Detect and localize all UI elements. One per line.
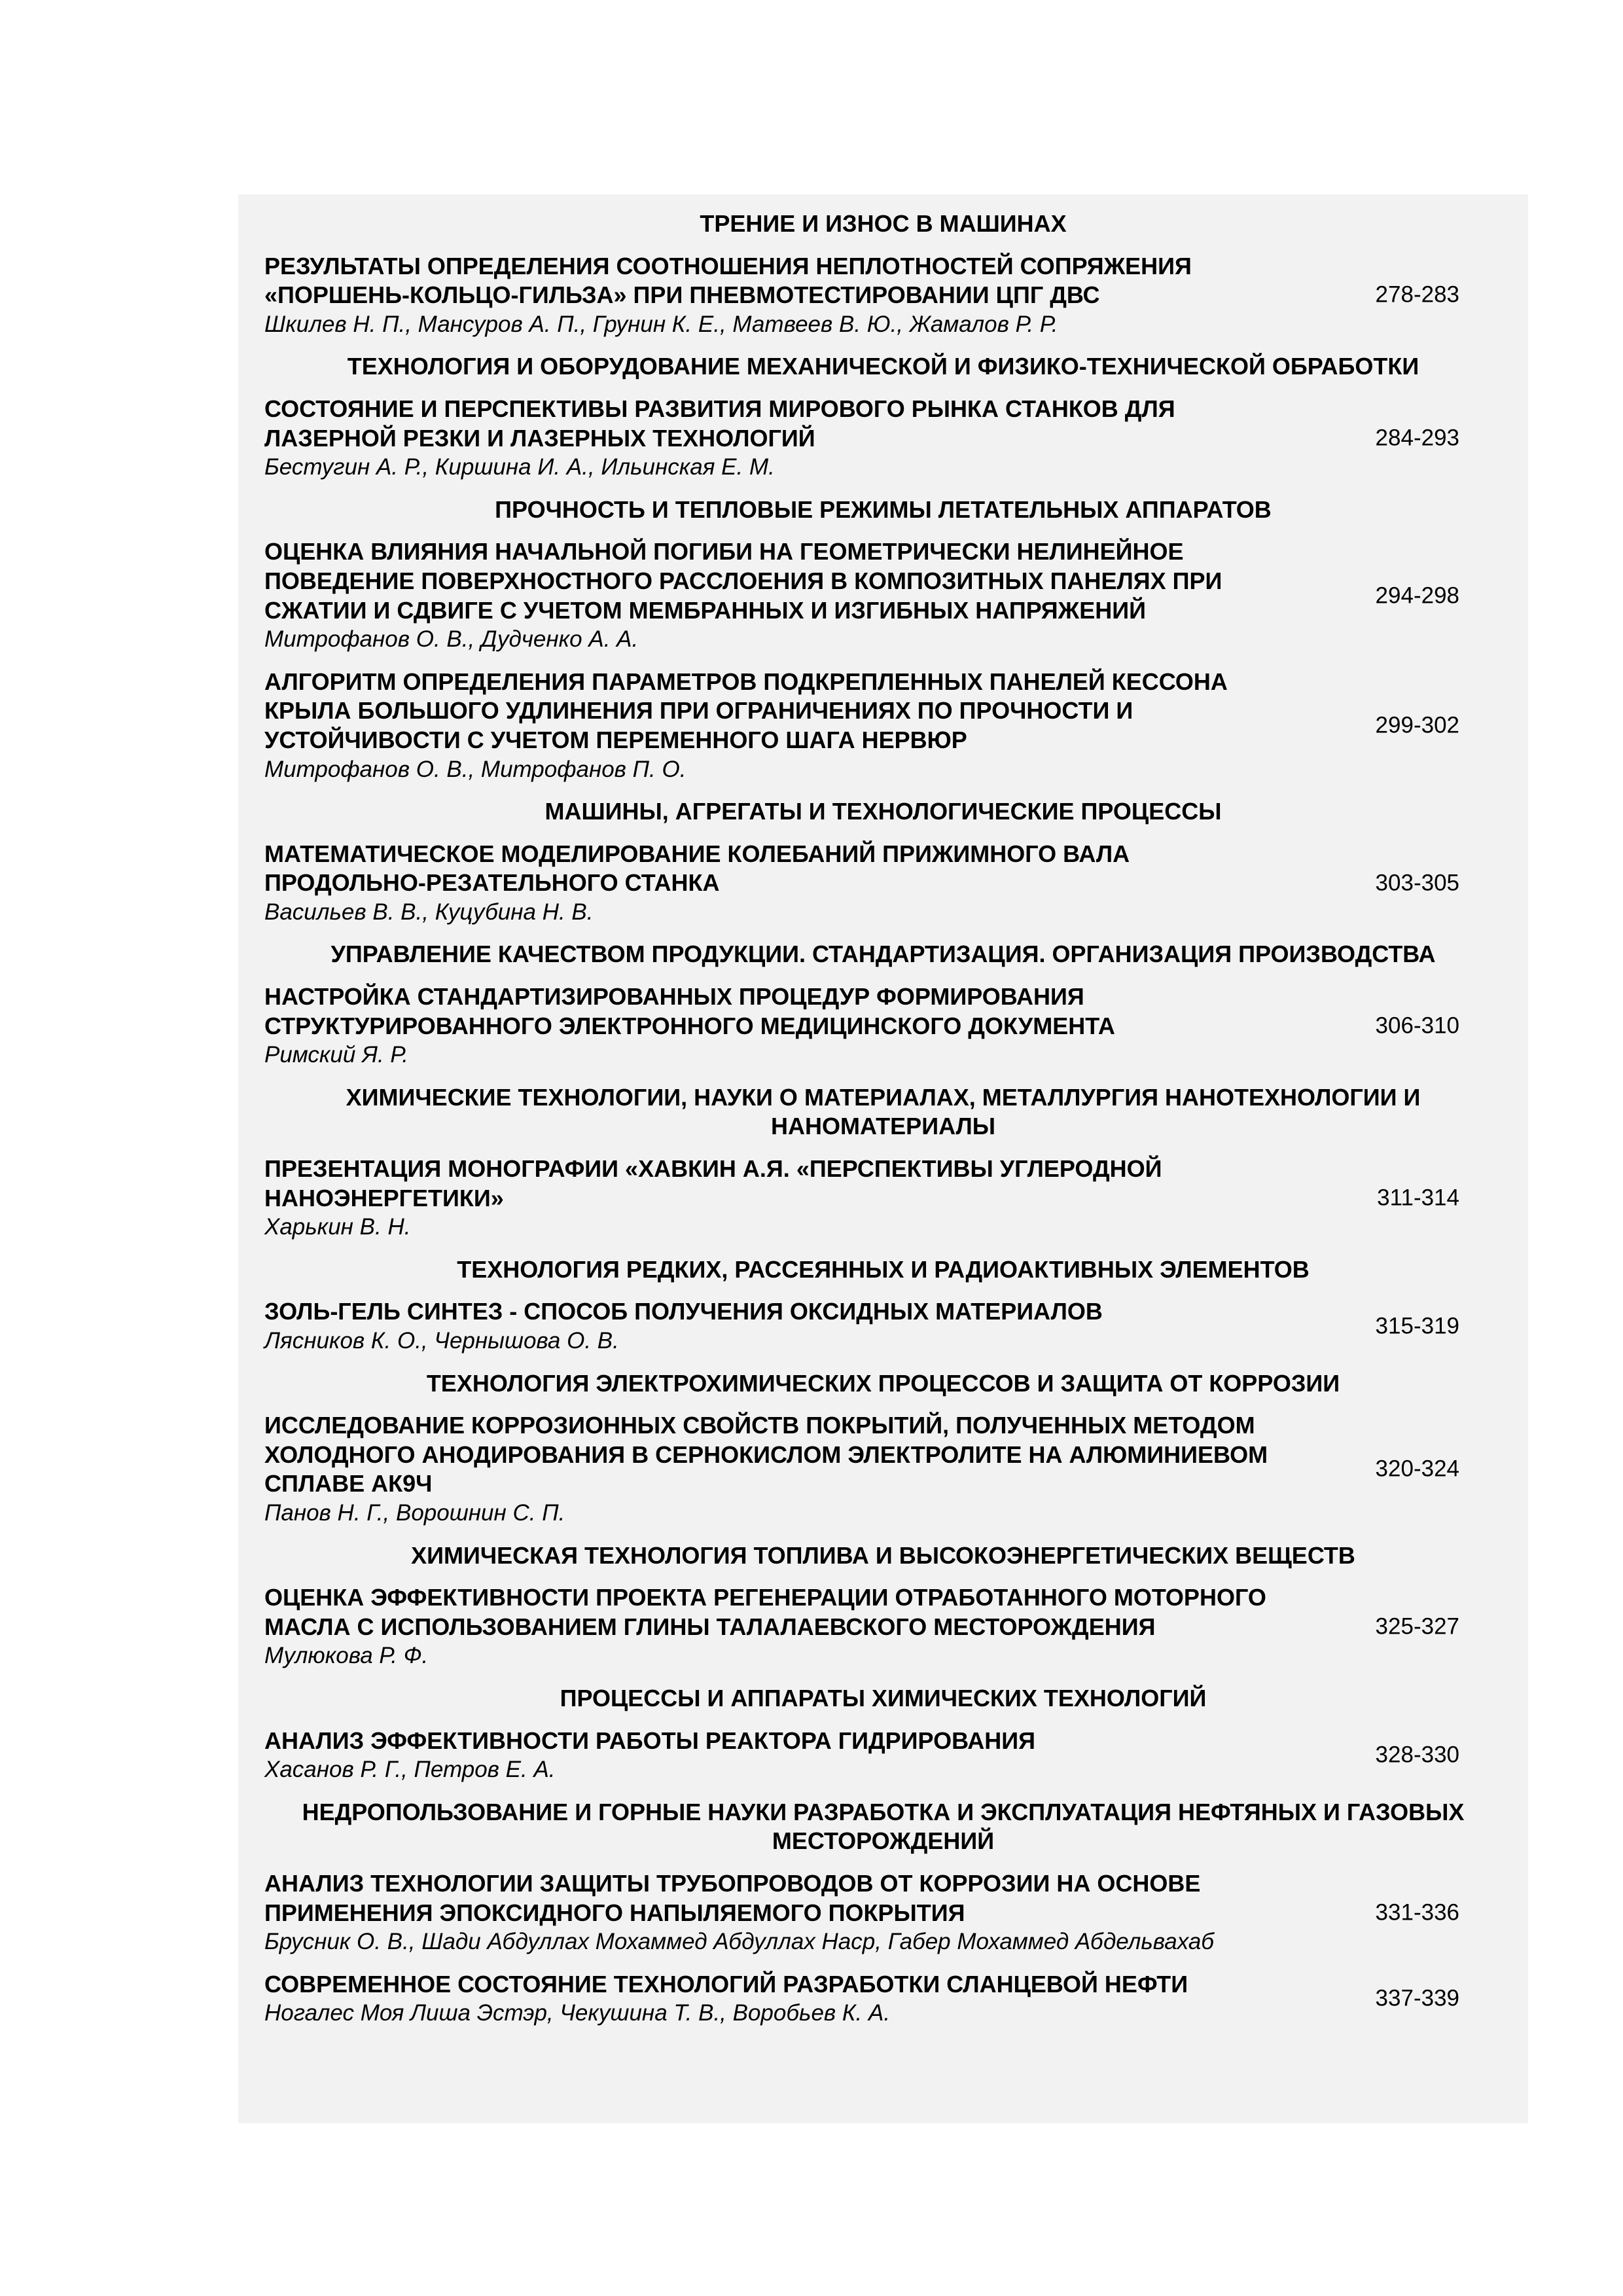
entry-authors: Васильев В. В., Куцубина Н. В. — [264, 899, 594, 925]
section-heading-line: МЕСТОРОЖДЕНИЙ — [772, 1827, 995, 1855]
toc-section — [238, 495, 1528, 784]
section-heading-line: ПРОЦЕССЫ И АППАРАТЫ ХИМИЧЕСКИХ ТЕХНОЛОГИЙ — [560, 1684, 1207, 1712]
section-heading-line: ХИМИЧЕСКАЯ ТЕХНОЛОГИЯ ТОПЛИВА И ВЫСОКОЭНЕРГЕТИЧЕСКИХ ВЕЩЕСТВ — [411, 1541, 1355, 1569]
section-heading — [238, 940, 1528, 969]
entry-title-line: МАСЛА С ИСПОЛЬЗОВАНИЕМ ГЛИНЫ ТАЛАЛАЕВСКОГО МЕСТОРОЖДЕНИЯ — [264, 1613, 1156, 1640]
entry-title-line: ПРИМЕНЕНИЯ ЭПОКСИДНОГО НАПЫЛЯЕМОГО ПОКРЫТИЯ — [264, 1899, 965, 1926]
section-heading — [238, 209, 1528, 239]
entry-pages: 299-302 — [1375, 712, 1459, 738]
toc-entry — [238, 395, 1528, 482]
toc-entry — [238, 840, 1528, 927]
entry-pages: 315-319 — [1375, 1313, 1459, 1339]
toc-entry — [238, 1155, 1528, 1242]
section-heading-line: НАНОМАТЕРИАЛЫ — [770, 1113, 996, 1140]
entry-title-line: ПРОДОЛЬНО-РЕЗАТЕЛЬНОГО СТАНКА — [264, 869, 720, 897]
entry-title-line: ХОЛОДНОГО АНОДИРОВАНИЯ В СЕРНОКИСЛОМ ЭЛЕКТРОЛИТЕ НА АЛЮМИНИЕВОМ — [264, 1441, 1268, 1468]
toc-section — [238, 209, 1528, 339]
toc-entry — [238, 1869, 1528, 1957]
table-of-contents-panel — [238, 194, 1528, 2123]
entry-pages: 331-336 — [1375, 1899, 1459, 1926]
entry-authors: Харькин В. Н. — [264, 1214, 411, 1240]
section-heading-line: УПРАВЛЕНИЕ КАЧЕСТВОМ ПРОДУКЦИИ. СТАНДАРТИЗАЦИЯ. ОРГАНИЗАЦИЯ ПРОИЗВОДСТВА — [330, 941, 1436, 968]
entry-pages: 311-314 — [1377, 1185, 1459, 1211]
section-heading-line: ТЕХНОЛОГИЯ И ОБОРУДОВАНИЕ МЕХАНИЧЕСКОЙ И ФИЗИКО-ТЕХНИЧЕСКОЙ ОБРАБОТКИ — [347, 353, 1419, 380]
entry-title — [264, 1411, 1351, 1499]
entry-pages: 320-324 — [1375, 1456, 1459, 1482]
section-heading-line: ТЕХНОЛОГИЯ РЕДКИХ, РАССЕЯННЫХ И РАДИОАКТИВНЫХ ЭЛЕМЕНТОВ — [457, 1255, 1310, 1283]
toc-section — [238, 1684, 1528, 1785]
entry-title-line: УСТОЙЧИВОСТИ С УЧЕТОМ ПЕРЕМЕННОГО ШАГА НЕРВЮР — [264, 726, 967, 753]
toc-section — [238, 1369, 1528, 1528]
entry-title — [264, 1155, 1351, 1213]
section-heading — [238, 495, 1528, 525]
toc-entry — [238, 1583, 1528, 1671]
section-heading-line: ХИМИЧЕСКИЕ ТЕХНОЛОГИИ, НАУКИ О МАТЕРИАЛАХ, МЕТАЛЛУРГИЯ НАНОТЕХНОЛОГИИ И — [346, 1083, 1421, 1111]
entry-title-line: СТРУКТУРИРОВАННОГО ЭЛЕКТРОННОГО МЕДИЦИНСКОГО ДОКУМЕНТА — [264, 1012, 1115, 1039]
entry-pages: 284-293 — [1375, 425, 1459, 451]
entry-title-line: СОСТОЯНИЕ И ПЕРСПЕКТИВЫ РАЗВИТИЯ МИРОВОГО РЫНКА СТАНКОВ ДЛЯ — [264, 395, 1175, 422]
entry-pages: 294-298 — [1375, 583, 1459, 609]
toc-entry — [238, 668, 1528, 784]
entry-authors: Хасанов Р. Г., Петров Е. А. — [264, 1757, 556, 1783]
toc-entry — [238, 1970, 1528, 2028]
entry-pages: 328-330 — [1375, 1742, 1459, 1768]
section-heading-line: МАШИНЫ, АГРЕГАТЫ И ТЕХНОЛОГИЧЕСКИЕ ПРОЦЕССЫ — [544, 798, 1222, 825]
entry-title-line: СЖАТИИ И СДВИГЕ С УЧЕТОМ МЕМБРАННЫХ И ИЗГИБНЫХ НАПРЯЖЕНИЙ — [264, 596, 1146, 624]
entry-title — [264, 395, 1351, 453]
entry-authors: Римский Я. Р. — [264, 1042, 409, 1068]
entry-title — [264, 252, 1351, 310]
entry-pages: 278-283 — [1375, 282, 1459, 308]
toc-entry — [238, 1411, 1528, 1528]
entry-title-line: НАСТРОЙКА СТАНДАРТИЗИРОВАННЫХ ПРОЦЕДУР ФОРМИРОВАНИЯ — [264, 983, 1084, 1011]
entry-title-line: АНАЛИЗ ЭФФЕКТИВНОСТИ РАБОТЫ РЕАКТОРА ГИДРИРОВАНИЯ — [264, 1727, 1036, 1754]
entry-authors: Митрофанов О. В., Дудченко А. А. — [264, 626, 639, 653]
toc-entry — [238, 1727, 1528, 1785]
entry-authors: Мулюкова Р. Ф. — [264, 1643, 429, 1669]
section-heading — [238, 1255, 1528, 1285]
entry-title-line: ПРЕЗЕНТАЦИЯ МОНОГРАФИИ «ХАВКИН А.Я. «ПЕРСПЕКТИВЫ УГЛЕРОДНОЙ — [264, 1155, 1162, 1183]
entry-title-line: КРЫЛА БОЛЬШОГО УДЛИНЕНИЯ ПРИ ОГРАНИЧЕНИЯХ ПО ПРОЧНОСТИ И — [264, 697, 1133, 725]
entry-pages: 337-339 — [1375, 1985, 1459, 2011]
section-heading-line: ТРЕНИЕ И ИЗНОС В МАШИНАХ — [700, 210, 1067, 237]
entry-title — [264, 1869, 1351, 1928]
section-heading — [238, 1369, 1528, 1399]
entry-title-line: СОВРЕМЕННОЕ СОСТОЯНИЕ ТЕХНОЛОГИЙ РАЗРАБОТКИ СЛАНЦЕВОЙ НЕФТИ — [264, 1970, 1188, 1998]
entry-title-line: АНАЛИЗ ТЕХНОЛОГИИ ЗАЩИТЫ ТРУБОПРОВОДОВ ОТ КОРРОЗИИ НА ОСНОВЕ — [264, 1869, 1201, 1897]
entry-title — [264, 668, 1351, 755]
entry-title-line: ЗОЛЬ-ГЕЛЬ СИНТЕЗ - СПОСОБ ПОЛУЧЕНИЯ ОКСИДНЫХ МАТЕРИАЛОВ — [264, 1298, 1103, 1325]
entry-title — [264, 982, 1351, 1041]
toc-section — [238, 797, 1528, 927]
entry-title — [264, 537, 1351, 625]
entry-authors: Ногалес Моя Лиша Эстэр, Чекушина Т. В., Воробьев К. А. — [264, 2000, 891, 2026]
entry-pages: 306-310 — [1375, 1013, 1459, 1039]
entry-title-line: ПОВЕДЕНИЕ ПОВЕРХНОСТНОГО РАССЛОЕНИЯ В КОМПОЗИТНЫХ ПАНЕЛЯХ ПРИ — [264, 567, 1222, 594]
section-heading — [238, 1684, 1528, 1713]
entry-pages: 325-327 — [1375, 1613, 1459, 1640]
entry-title — [264, 1297, 1351, 1327]
section-heading-line: ТЕХНОЛОГИЯ ЭЛЕКТРОХИМИЧЕСКИХ ПРОЦЕССОВ И ЗАЩИТА ОТ КОРРОЗИИ — [426, 1369, 1340, 1397]
section-heading-line: НЕДРОПОЛЬЗОВАНИЕ И ГОРНЫЕ НАУКИ РАЗРАБОТКА И ЭКСПЛУАТАЦИЯ НЕФТЯНЫХ И ГАЗОВЫХ — [302, 1798, 1465, 1825]
entry-title — [264, 1583, 1351, 1641]
toc-section — [238, 1255, 1528, 1356]
entry-title-line: ОЦЕНКА ЭФФЕКТИВНОСТИ ПРОЕКТА РЕГЕНЕРАЦИИ ОТРАБОТАННОГО МОТОРНОГО — [264, 1584, 1266, 1611]
section-heading — [238, 1541, 1528, 1571]
toc-section — [238, 1541, 1528, 1671]
entry-pages: 303-305 — [1375, 870, 1459, 896]
section-heading — [238, 797, 1528, 827]
toc-entry — [238, 537, 1528, 654]
toc-entry — [238, 252, 1528, 340]
toc-section — [238, 940, 1528, 1069]
entry-authors: Шкилев Н. П., Мансуров А. П., Грунин К. Е., Матвеев В. Ю., Жамалов Р. Р. — [264, 311, 1058, 337]
toc-entry — [238, 982, 1528, 1070]
entry-authors: Брусник О. В., Шади Абдуллах Мохаммед Абдуллах Наср, Габер Мохаммед Абдельвахаб — [264, 1929, 1214, 1955]
entry-authors: Митрофанов О. В., Митрофанов П. О. — [264, 756, 687, 782]
toc-section — [238, 352, 1528, 482]
entry-title — [264, 1970, 1351, 2000]
section-heading — [238, 352, 1528, 382]
toc-section — [238, 1083, 1528, 1242]
entry-title-line: МАТЕМАТИЧЕСКОЕ МОДЕЛИРОВАНИЕ КОЛЕБАНИЙ ПРИЖИМНОГО ВАЛА — [264, 840, 1130, 867]
entry-title-line: ОЦЕНКА ВЛИЯНИЯ НАЧАЛЬНОЙ ПОГИБИ НА ГЕОМЕТРИЧЕСКИ НЕЛИНЕЙНОЕ — [264, 538, 1184, 565]
toc-section — [238, 1798, 1528, 2028]
entry-title-line: РЕЗУЛЬТАТЫ ОПРЕДЕЛЕНИЯ СООТНОШЕНИЯ НЕПЛОТНОСТЕЙ СОПРЯЖЕНИЯ — [264, 252, 1192, 279]
section-heading — [238, 1798, 1528, 1856]
entry-title-line: ЛАЗЕРНОЙ РЕЗКИ И ЛАЗЕРНЫХ ТЕХНОЛОГИЙ — [264, 424, 815, 452]
entry-authors: Панов Н. Г., Ворошнин С. П. — [264, 1499, 565, 1526]
entry-title — [264, 840, 1351, 898]
entry-title-line: «ПОРШЕНЬ-КОЛЬЦО-ГИЛЬЗА» ПРИ ПНЕВМОТЕСТИРОВАНИИ ЦПГ ДВС — [264, 281, 1100, 309]
section-heading — [238, 1083, 1528, 1141]
entry-title-line: ИССЛЕДОВАНИЕ КОРРОЗИОННЫХ СВОЙСТВ ПОКРЫТИЙ, ПОЛУЧЕННЫХ МЕТОДОМ — [264, 1412, 1255, 1439]
toc-entry — [238, 1297, 1528, 1355]
entry-title-line: СПЛАВЕ АК9Ч — [264, 1470, 433, 1498]
entry-title-line: АЛГОРИТМ ОПРЕДЕЛЕНИЯ ПАРАМЕТРОВ ПОДКРЕПЛЕННЫХ ПАНЕЛЕЙ КЕССОНА — [264, 668, 1228, 695]
entry-title-line: НАНОЭНЕРГЕТИКИ» — [264, 1184, 504, 1211]
entry-authors: Лясников К. О., Чернышова О. В. — [264, 1328, 619, 1354]
entry-authors: Бестугин А. Р., Киршина И. А., Ильинская Е. М. — [264, 454, 775, 480]
section-heading-line: ПРОЧНОСТЬ И ТЕПЛОВЫЕ РЕЖИМЫ ЛЕТАТЕЛЬНЫХ АППАРАТОВ — [495, 495, 1272, 523]
entry-title — [264, 1727, 1351, 1756]
